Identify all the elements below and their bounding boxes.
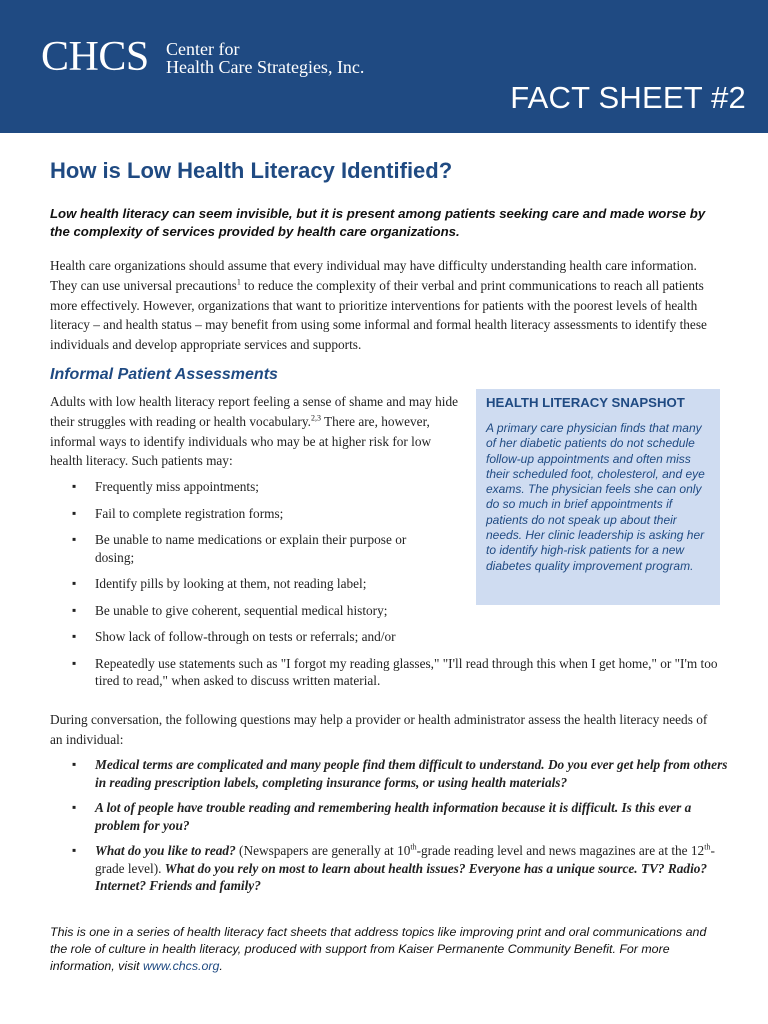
- question-2: A lot of people have trouble reading and remembering health information because it is difficult. Is this ever a problem for you?: [95, 800, 692, 833]
- question-3-text-b: -grade reading level and news magazines are at the 12: [416, 843, 705, 858]
- question-3-text-a: (Newspapers are generally at 10: [235, 843, 411, 858]
- list-item: ▪ Be unable to give coherent, sequential medical history;: [72, 602, 442, 620]
- footer-note: [50, 924, 722, 975]
- ordinal-suffix: th: [410, 842, 417, 852]
- assessment-questions-list: [72, 756, 732, 903]
- question-1: Medical terms are complicated and many people find them difficult to understand. Do you ever get help from others in reading prescription labels, completing insurance forms, or using health materials?: [95, 757, 728, 790]
- list-item: [72, 799, 732, 834]
- informal-text-1: Adults with low health literacy report feeling a sense of shame and may hide their struggles with reading or health vocabulary.: [50, 394, 459, 429]
- header-banner: [0, 0, 768, 133]
- logo-line-2: Health Care Strategies, Inc.: [166, 57, 365, 77]
- conversation-intro: During conversation, the following questions may help a provider or health administrator assess the health literacy needs of an individual:: [50, 712, 708, 747]
- list-item: ▪ Show lack of follow-through on tests or referrals; and/or: [72, 628, 732, 646]
- logo-line-1: Center for: [166, 39, 240, 59]
- informal-text-2: There are, however, informal ways to identify individuals who may be at higher risk for low health literacy. Such patients may:: [50, 413, 432, 469]
- informal-assessments-heading: Informal Patient Assessments: [50, 366, 278, 383]
- list-item: ▪ Repeatedly use statements such as "I forgot my reading glasses," "I'll read through this when I get home," or "I'm too tired to read," when asked to discuss written material.: [72, 655, 732, 690]
- health-literacy-snapshot-box: [476, 389, 720, 605]
- page-title: How is Low Health Literacy Identified?: [50, 158, 453, 183]
- question-3-lead: What do you like to read?: [95, 843, 236, 858]
- logo-abbreviation: CHCS: [41, 34, 149, 80]
- snapshot-title: HEALTH LITERACY SNAPSHOT: [486, 395, 685, 410]
- logo-organization-name: [166, 40, 364, 76]
- ordinal-suffix: th: [704, 842, 711, 852]
- informal-paragraph: [50, 392, 460, 471]
- list-item: ▪ Be unable to name medications or explain their purpose or dosing;: [72, 531, 442, 566]
- snapshot-text: A primary care physician finds that many of her diabetic patients do not schedule follow-up appointments and often miss their scheduled foot, cholesterol, and eye exams. The physician feels she can only do so much in brief appointments if patients do not speak up about their needs. Her clinic leadership is asking her to identify high-risk patients for a new diabetes quality improvement program.: [486, 421, 705, 573]
- question-3-text-c: -grade level).: [95, 843, 715, 876]
- intro-text-2: to reduce the complexity of their verbal and print communications to reach all patients more effectively. However, organizations that want to prioritize interventions for patients with the poorest levels of health literacy – and health status – may benefit from using some informal and formal health literacy assessments to identify these individuals and develop appropriate services and supports.: [50, 277, 707, 353]
- list-item: ▪ Fail to complete registration forms;: [72, 505, 442, 523]
- fact-sheet-label: FACT SHEET #2: [510, 80, 746, 115]
- footnote-ref-2-3: 2,3: [310, 413, 321, 423]
- question-3-follow-up: What do you rely on most to learn about health issues? Everyone has a unique source. TV? Radio? Internet? Friends and family?: [95, 860, 708, 893]
- list-item: ▪ Identify pills by looking at them, not reading label;: [72, 575, 442, 593]
- footnote-ref-1: 1: [236, 277, 241, 287]
- lead-paragraph: Low health literacy can seem invisible, but it is present among patients seeking care and made worse by the complexity of services provided by health care organizations.: [50, 206, 706, 239]
- footer-text: This is one in a series of health literacy fact sheets that address topics like improving print and oral communications and the role of culture in health literacy, produced with support from Kaiser Permanente Community Benefit. For more information, visit: [50, 925, 707, 973]
- list-item: [72, 842, 732, 895]
- chcs-website-link[interactable]: www.chcs.org: [142, 959, 220, 973]
- intro-paragraph: [50, 256, 720, 355]
- list-item: ▪ Frequently miss appointments;: [72, 478, 442, 496]
- list-item: [72, 756, 732, 791]
- footer-end: .: [219, 959, 223, 973]
- intro-text-1: Health care organizations should assume that every individual may have difficulty understanding health care information. They can use universal precautions: [50, 258, 697, 293]
